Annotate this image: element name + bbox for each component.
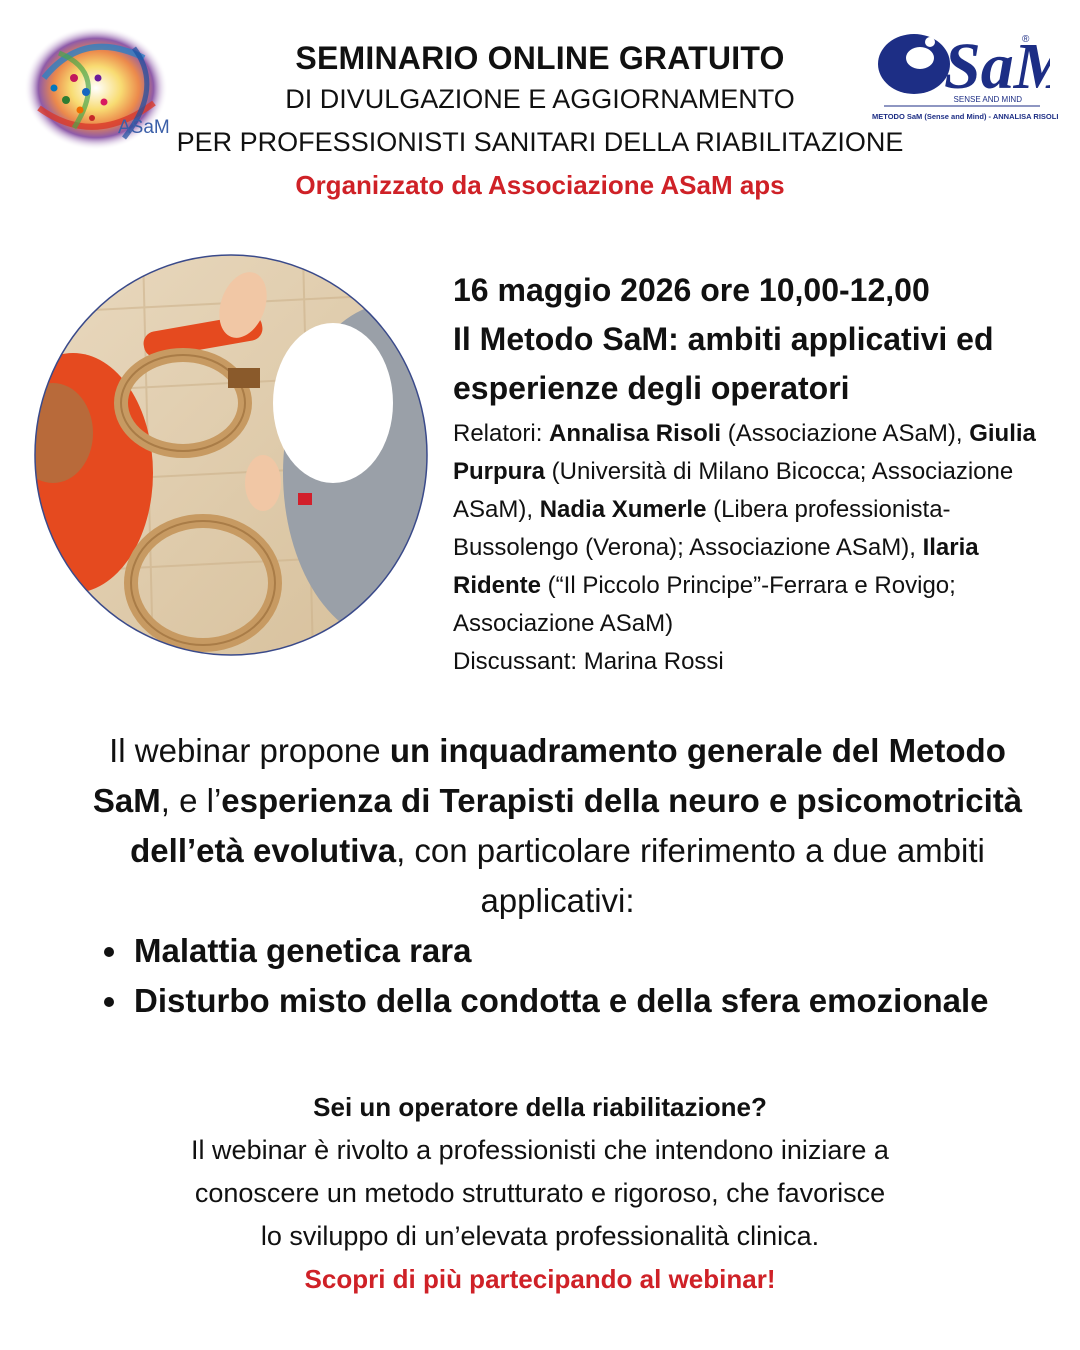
speaker-text: (Associazione ASaM), [721,420,970,447]
event-photo [33,253,429,657]
speaker-name: Nadia Xumerle [539,496,707,523]
list-item-text: Disturbo misto della condotta e della sfera emozionale [134,982,989,1019]
list-item [104,976,1064,1026]
subtitle-1: DI DIVULGAZIONE E AGGIORNAMENTO [285,84,795,114]
bottom-section [100,1086,980,1301]
list-item-text: Malattia genetica rara [134,932,472,969]
speaker-name: Annalisa Risoli [549,420,722,447]
call-to-action: Scopri di più partecipando al webinar! [304,1264,776,1294]
sam-logo-tagline: SENSE AND MIND [953,95,1022,104]
audience-line-3: lo sviluppo di un’elevata professionalità clinica. [260,1221,820,1251]
event-title-line-2: esperienze degli operatori [453,370,850,406]
asam-logo [14,18,184,156]
asam-logo-graphic [14,18,184,156]
intro-bold-1: un inquadramento generale del Metodo SaM [92,732,1006,819]
page-title: SEMINARIO ONLINE GRATUITO [295,40,785,76]
bullet-icon [104,997,114,1007]
audience-line-1: Il webinar è rivolto a professionisti che intendono iniziare a [191,1135,889,1165]
list-item [104,926,1064,976]
svg-text:®: ® [1022,34,1030,45]
application-list [104,926,1064,1026]
audience-question: Sei un operatore della riabilitazione? [313,1092,767,1122]
page-header [170,38,910,206]
event-date: 16 maggio 2026 ore 10,00-12,00 [453,272,930,308]
intro-text-1: Il webinar propone [109,732,390,769]
speaker-text: (Università di Milano Bicocca; Associazione ASaM), [453,458,1014,523]
intro-bold-2: esperienza di Terapisti della neuro e psicomotricità dell’età evolutiva [130,782,1023,869]
event-title-line-1: Il Metodo SaM: ambiti applicativi ed [453,321,994,357]
intro-text-2: , e l’ [160,782,222,819]
speaker-text: Relatori: [453,420,550,447]
bullet-icon [104,947,114,957]
intro-paragraph [70,726,1045,926]
audience-line-2: conoscere un metodo strutturato e rigoroso, che favorisce [194,1178,886,1208]
subtitle-2: PER PROFESSIONISTI SANITARI DELLA RIABILITAZIONE [176,127,904,157]
organizer-line: Organizzato da Associazione ASaM aps [295,170,785,200]
event-photo-graphic [33,253,429,657]
event-details [453,266,1053,681]
intro-text-3: , con particolare riferimento a due ambiti applicativi: [396,832,985,919]
sam-logo-text: Sa [944,30,1014,103]
sam-logo-caption: METODO SaM (Sense and Mind) - ANNALISA RISOLI [872,112,1059,121]
speaker-name: Ilaria Ridente [453,534,979,599]
event-discussant: Discussant: Marina Rossi [453,648,724,675]
speaker-text: (Libera professionista-Bussolengo (Verona); Associazione ASaM), [453,496,951,561]
asam-logo-text: ASaM [118,117,170,138]
event-speakers [453,415,1053,643]
speaker-name: Giulia Purpura [453,420,1036,485]
speaker-text: (“Il Piccolo Principe”-Ferrara e Rovigo; Associazione ASaM) [453,572,956,637]
